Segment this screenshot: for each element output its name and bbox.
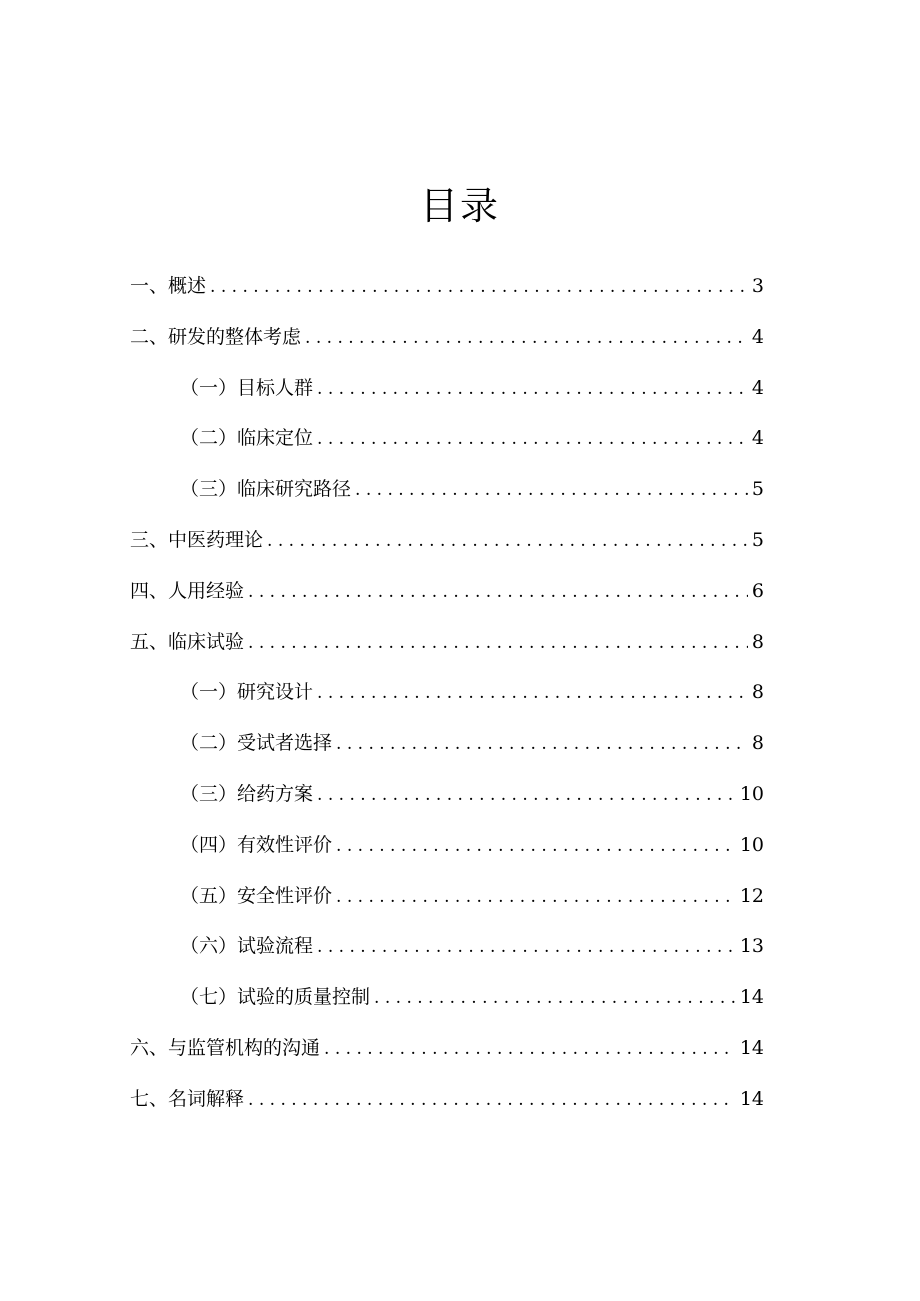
toc-subentry[interactable] <box>130 774 764 825</box>
toc-entry-page: 8 <box>751 630 764 653</box>
toc-entry-label: （三）给药方案 <box>180 782 314 805</box>
toc-entry-label: 四、人用经验 <box>130 579 245 602</box>
dot-leader <box>317 927 736 967</box>
toc-entry-label: 三、中医药理论 <box>130 528 264 551</box>
toc-entry-page: 14 <box>739 986 764 1009</box>
toc-subentry[interactable] <box>130 368 764 419</box>
toc-entry-page: 8 <box>751 732 764 755</box>
page-title: 目录 <box>419 184 500 228</box>
toc-entry-label: （一）目标人群 <box>180 376 314 399</box>
toc-subentry[interactable] <box>130 723 764 774</box>
toc-entry-page: 4 <box>751 325 764 348</box>
toc-entry-label: （三）临床研究路径 <box>180 478 352 501</box>
toc-subentry[interactable] <box>130 672 764 723</box>
toc-entry-page: 5 <box>751 528 764 551</box>
toc-entry-page: 12 <box>739 884 764 907</box>
toc-entry-page: 3 <box>751 275 764 297</box>
toc-subentry[interactable] <box>130 825 764 876</box>
toc-entry[interactable] <box>130 520 764 571</box>
dot-leader <box>336 877 736 917</box>
table-of-contents <box>130 266 764 1130</box>
toc-entry-label: 六、与监管机构的沟通 <box>130 1036 321 1059</box>
dot-leader <box>336 826 736 866</box>
dot-leader <box>374 978 736 1018</box>
dot-leader <box>248 1080 736 1120</box>
toc-entry-label: （七）试验的质量控制 <box>180 986 371 1009</box>
toc-entry-label: （二）受试者选择 <box>180 732 333 755</box>
toc-entry-label: 五、临床试验 <box>130 630 245 653</box>
toc-entry[interactable] <box>130 1028 764 1079</box>
dot-leader <box>336 724 748 764</box>
toc-entry-page: 13 <box>739 935 764 958</box>
toc-subentry[interactable] <box>130 469 764 520</box>
toc-entry[interactable] <box>130 1079 764 1130</box>
toc-subentry[interactable] <box>130 926 764 977</box>
dot-leader <box>210 267 748 307</box>
toc-subentry[interactable] <box>130 977 764 1028</box>
toc-entry-label: 七、名词解释 <box>130 1087 245 1110</box>
toc-entry-label: （四）有效性评价 <box>180 833 333 856</box>
toc-entry-page: 4 <box>751 427 764 450</box>
toc-entry-page: 10 <box>739 833 764 856</box>
dot-leader <box>324 1029 736 1069</box>
toc-entry[interactable] <box>130 317 764 368</box>
toc-entry-page: 6 <box>751 579 764 602</box>
dot-leader <box>317 369 748 409</box>
toc-subentry[interactable] <box>130 418 764 469</box>
toc-entry-label: （六）试验流程 <box>180 935 314 958</box>
toc-entry-page: 8 <box>751 681 764 704</box>
toc-entry-label: （一）研究设计 <box>180 681 314 704</box>
toc-entry[interactable] <box>130 571 764 622</box>
dot-leader <box>248 623 748 663</box>
dot-leader <box>355 470 748 510</box>
dot-leader <box>317 673 748 713</box>
dot-leader <box>317 775 736 815</box>
toc-subentry[interactable] <box>130 876 764 927</box>
toc-entry-page: 14 <box>739 1036 764 1059</box>
dot-leader <box>248 572 748 612</box>
toc-entry-page: 14 <box>739 1087 764 1110</box>
toc-entry-page: 5 <box>751 478 764 501</box>
toc-entry-label: （五）安全性评价 <box>180 884 333 907</box>
dot-leader <box>305 318 748 358</box>
dot-leader <box>267 521 748 561</box>
toc-entry-label: 一、概述 <box>130 275 207 297</box>
dot-leader <box>317 419 748 459</box>
toc-entry[interactable] <box>130 266 764 317</box>
toc-entry-label: （二）临床定位 <box>180 427 314 450</box>
toc-entry-page: 4 <box>751 376 764 399</box>
toc-entry-page: 10 <box>739 782 764 805</box>
toc-entry[interactable] <box>130 622 764 673</box>
toc-entry-label: 二、研发的整体考虑 <box>130 325 302 348</box>
